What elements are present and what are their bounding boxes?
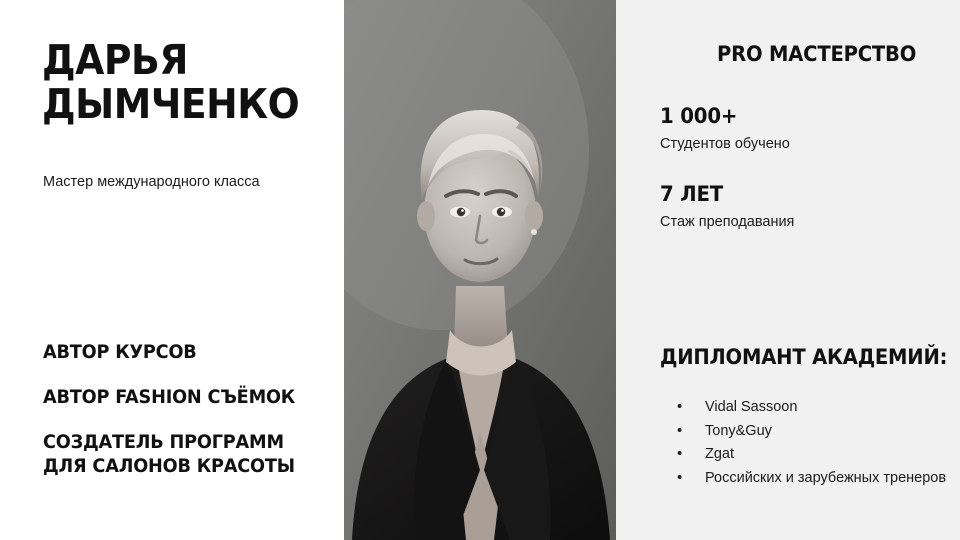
presenter-subtitle: Мастер международного класса xyxy=(43,174,260,190)
list-item-label: Zgat xyxy=(705,446,735,462)
bullet-icon: • xyxy=(677,399,683,415)
presenter-name xyxy=(42,38,332,126)
left-panel xyxy=(0,0,344,540)
stat-students-value: 1 000+ xyxy=(660,104,738,128)
role-item xyxy=(43,430,317,478)
list-item xyxy=(660,443,950,467)
stat-experience-label: Стаж преподавания xyxy=(660,214,795,230)
list-item-label: Российских и зарубежных тренеров xyxy=(705,469,947,486)
roles-list xyxy=(43,340,338,478)
presenter-photo xyxy=(344,0,616,540)
diploma-list xyxy=(660,396,950,490)
list-item-label: Tony&Guy xyxy=(705,422,772,439)
role-item: АВТОР FASHION СЪЁМОК xyxy=(43,386,296,408)
right-panel xyxy=(616,0,960,540)
presenter-last-name: ДЫМЧЕНКО xyxy=(42,80,300,128)
list-item-label: Vidal Sassoon xyxy=(705,399,798,415)
role-item: АВТОР КУРСОВ xyxy=(43,341,197,363)
stat-students xyxy=(660,104,790,153)
role-item-line2: ДЛЯ САЛОНОВ КРАСОТЫ xyxy=(43,455,295,477)
bullet-icon: • xyxy=(677,422,683,439)
presenter-photo-image xyxy=(344,0,616,540)
presenter-first-name: ДАРЬЯ xyxy=(42,36,188,84)
bullet-icon: • xyxy=(677,446,683,462)
pro-heading: PRO МАСТЕРСТВО xyxy=(716,42,916,66)
diploma-heading: ДИПЛОМАНТ АКАДЕМИЙ: xyxy=(660,345,948,369)
stat-students-label: Студентов обучено xyxy=(660,136,790,152)
stat-experience-value: 7 ЛЕТ xyxy=(660,182,724,206)
list-item xyxy=(660,396,950,420)
stat-experience xyxy=(660,182,794,231)
list-item xyxy=(660,467,950,491)
role-item-line1: СОЗДАТЕЛЬ ПРОГРАММ xyxy=(43,431,284,453)
list-item xyxy=(660,420,950,444)
bullet-icon: • xyxy=(677,469,683,486)
